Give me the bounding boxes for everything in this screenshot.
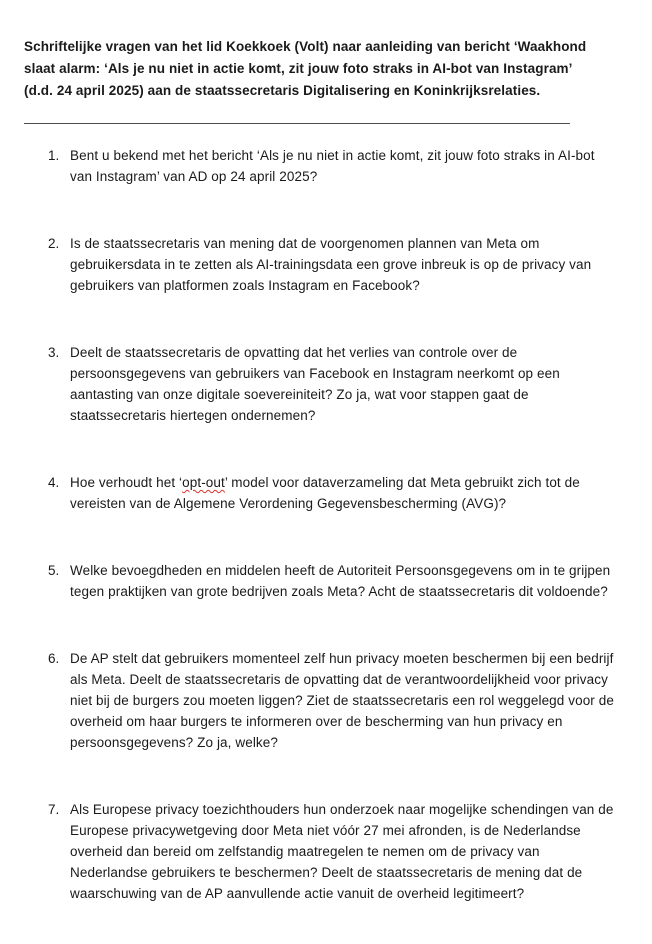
question-text-segment: Hoe verhoudt het ‘ xyxy=(70,475,183,490)
question-item xyxy=(48,648,618,753)
question-item xyxy=(48,145,618,187)
question-text xyxy=(70,472,618,514)
question-text: Welke bevoegdheden en middelen heeft de Autoriteit Persoonsgegevens om in te grijpen tegen praktijken van grote bedrijven zoals Meta? Acht de staatssecretaris dit voldoende? xyxy=(70,563,611,599)
question-item xyxy=(48,799,618,904)
question-list xyxy=(24,145,618,904)
document-title: Schriftelijke vragen van het lid Koekkoek (Volt) naar aanleiding van bericht ‘Waakhond slaat alarm: ‘Als je nu niet in actie komt, zit jouw foto straks in AI-bot van Instagram’ (d.d. 24 april 2025) aan de staatssecretaris Digitalisering en Koninkrijksrelaties. xyxy=(24,39,587,98)
question-number: 5. xyxy=(48,563,60,578)
question-text: Deelt de staatssecretaris de opvatting dat het verlies van controle over de persoonsgegevens van gebruikers van Facebook en Instagram neerkomt op een aantasting van onze digitale soevereiniteit? Zo ja, wat voor stappen gaat de staatssecretaris hiertegen ondernemen? xyxy=(70,345,560,423)
question-text: De AP stelt dat gebruikers momenteel zelf hun privacy moeten beschermen bij een bedrijf als Meta. Deelt de staatssecretaris de opvatting dat de verantwoordelijkheid voor privacy niet bij de burgers zou moeten liggen? Ziet de staatssecretaris een rol weggelegd voor de overheid om haar burgers te informeren over de bescherming van hun privacy en persoonsgegevens? Zo ja, welke? xyxy=(70,651,614,750)
question-number: 1. xyxy=(48,148,60,163)
question-text: Bent u bekend met het bericht ‘Als je nu niet in actie komt, zit jouw foto straks in AI-bot van Instagram’ van AD op 24 april 2025? xyxy=(70,148,595,184)
question-text: Als Europese privacy toezichthouders hun onderzoek naar mogelijke schendingen van de Europese privacywetgeving door Meta niet vóór 27 mei afronden, is de Nederlandse overheid dan bereid om zelfstandig maatregelen te nemen om de privacy van Nederlandse gebruikers te beschermen? Deelt de staatssecretaris de mening dat de waarschuwing van de AP aanvullende actie vanuit de overheid legitimeert? xyxy=(70,802,614,901)
question-number: 6. xyxy=(48,651,60,666)
question-item xyxy=(48,342,618,426)
question-item xyxy=(48,560,618,602)
question-text-segment: ’ model voor dataverzameling dat Meta gebruikt zich tot de vereisten van de Algemene Verordening Gegevensbescherming (AVG)? xyxy=(70,475,580,511)
divider xyxy=(24,123,570,124)
question-item xyxy=(48,233,618,296)
spellcheck-marked-word: opt-out xyxy=(182,475,225,490)
question-text: Is de staatssecretaris van mening dat de voorgenomen plannen van Meta om gebruikersdata in te zetten als AI-trainingsdata een grove inbreuk is op de privacy van gebruikers van platformen zoals Instagram en Facebook? xyxy=(70,236,592,293)
question-item xyxy=(48,472,618,514)
question-number: 3. xyxy=(48,345,60,360)
question-number: 7. xyxy=(48,802,60,817)
question-number: 4. xyxy=(48,475,60,490)
question-number: 2. xyxy=(48,236,60,251)
